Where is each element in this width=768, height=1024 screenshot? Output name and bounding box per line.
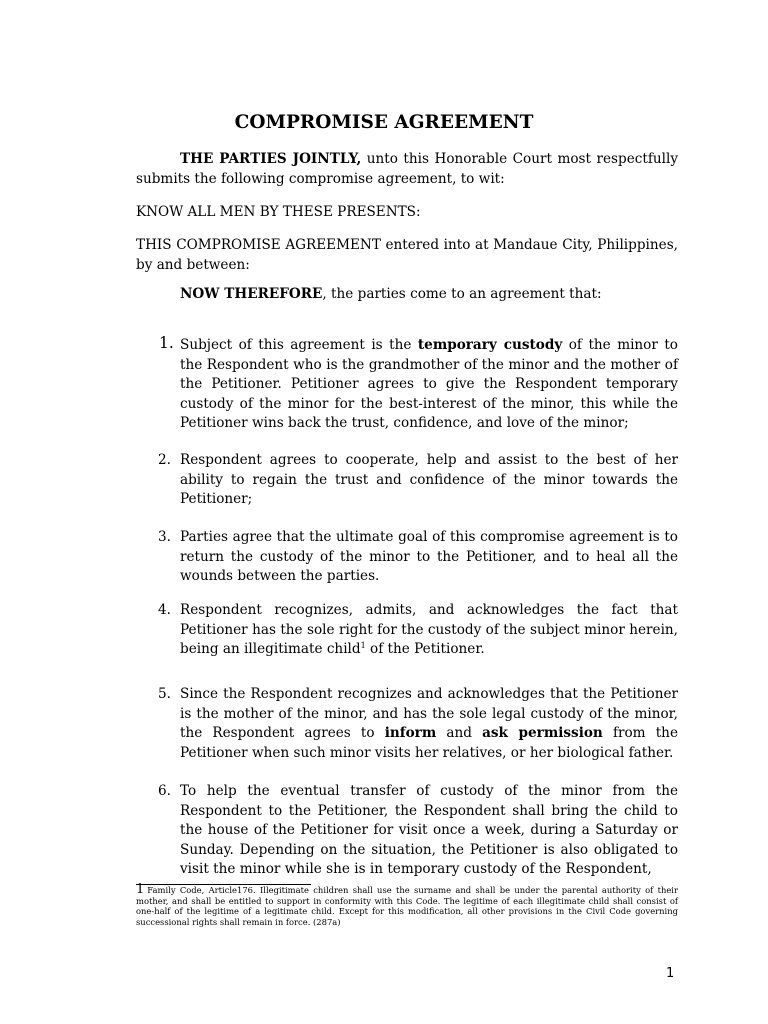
item-number: 1. xyxy=(159,334,174,352)
item-text: of the Petitioner. xyxy=(365,641,485,657)
item-number: 4. xyxy=(158,602,171,618)
item-number: 2. xyxy=(158,452,171,468)
item-bold-text: ask permission xyxy=(482,725,603,741)
know-all-paragraph: KNOW ALL MEN BY THESE PRESENTS: xyxy=(136,204,421,220)
item-number: 3. xyxy=(158,529,171,545)
intro-lead: THE PARTIES JOINTLY, xyxy=(180,151,362,167)
list-item xyxy=(158,685,678,763)
intro-text: unto this Honorable Court most respectfully submits the following compromise agreement, to wit: xyxy=(136,151,678,187)
footnote xyxy=(136,882,678,927)
item-number: 5. xyxy=(158,686,171,702)
item-text: from the Petitioner when such minor visits her relatives, or her biological father. xyxy=(180,725,678,761)
item-bold-text: inform xyxy=(384,725,437,741)
list-item xyxy=(158,528,678,587)
item-bold-text: temporary custody xyxy=(417,337,563,353)
footnote-marker: 1 xyxy=(136,882,145,897)
list-item xyxy=(158,451,678,510)
now-therefore-lead: NOW THEREFORE xyxy=(180,286,323,302)
item-text: Respondent agrees to cooperate, help and assist to the best of her ability to regain the trust and confidence of the minor towards the Petitioner; xyxy=(180,452,678,507)
item-text: of the minor to the Respondent who is the grandmother of the minor and the mother of the Petitioner. Petitioner agrees to give the Respondent temporary custody of the minor for the best-interest of the minor, this while the Petitioner wins back the trust, confidence, and love of the minor; xyxy=(180,337,678,431)
intro-paragraph xyxy=(136,150,678,189)
item-text: To help the eventual transfer of custody of the minor from the Respondent to the Petitioner, the Respondent shall bring the child to the house of the Petitioner for visit once a week, during a Saturday or Sunday. Depending on the situation, the Petitioner is also obligated to visit the minor while she is in temporary custody of the Respondent, xyxy=(180,783,678,877)
item-text: Respondent recognizes, admits, and acknowledges the fact that Petitioner has the sole right for the custody of the subject minor herein, being an illegitimate child xyxy=(180,602,678,657)
footnote-text: Family Code, Article176. Illegitimate children shall use the surname and shall be under the parental authority of their mother, and shall be entitled to support in conformity with this Code. The legitime of each illegitimate child shall consist of one-half of the legitime of a legitimate child. Except for this modification, all other provisions in the Civil Code governing successional rights shall remain in force. (287a) xyxy=(136,885,678,927)
item-number: 6. xyxy=(158,783,171,799)
list-item xyxy=(158,782,678,880)
document-title: COMPROMISE AGREEMENT xyxy=(234,112,534,133)
item-text: Subject of this agreement is the xyxy=(180,337,418,353)
item-text: and xyxy=(436,725,483,741)
page-number: 1 xyxy=(666,966,675,981)
entered-paragraph: THIS COMPROMISE AGREEMENT entered into at Mandaue City, Philippines, by and between: xyxy=(136,237,678,273)
item-text: Since the Respondent recognizes and acknowledges that the Petitioner is the mother of the minor, and has the sole legal custody of the minor, the Respondent agrees to xyxy=(180,686,678,741)
now-therefore-text: , the parties come to an agreement that: xyxy=(322,286,602,302)
footnote-reference: 1 xyxy=(360,641,366,650)
list-item xyxy=(158,601,678,660)
list-item xyxy=(159,334,678,434)
now-therefore-paragraph xyxy=(180,285,678,305)
item-text: Parties agree that the ultimate goal of this compromise agreement is to return the custody of the minor to the Petitioner, and to heal all the wounds between the parties. xyxy=(180,529,678,584)
